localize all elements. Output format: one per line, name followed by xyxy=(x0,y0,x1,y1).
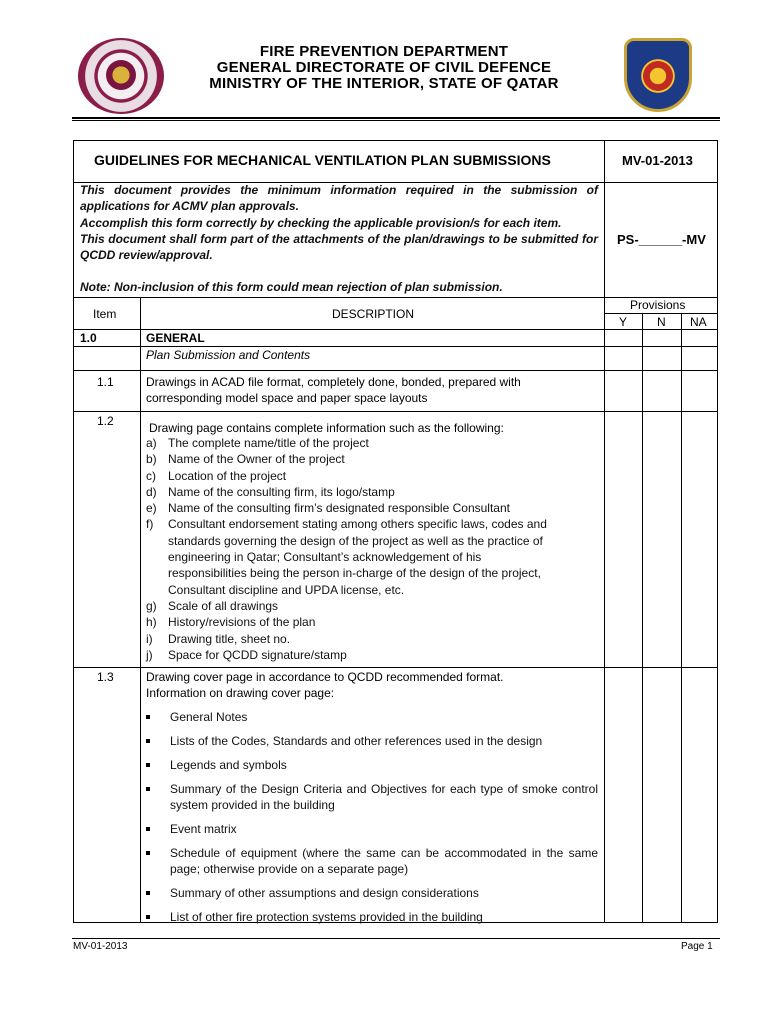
list-item-text: Consultant discipline and UPDA license, etc. xyxy=(168,582,405,597)
department-name: FIRE PREVENTION DEPARTMENT xyxy=(259,43,509,60)
bullet-text: Summary of other assumptions and design considerations xyxy=(170,886,479,900)
list-item-marker: b) xyxy=(146,452,157,467)
section-subtitle: Plan Submission and Contents xyxy=(146,348,311,362)
bullet-icon xyxy=(146,787,150,791)
section-title: GENERAL xyxy=(146,331,205,345)
ministry-name: MINISTRY OF THE INTERIOR, STATE OF QATAR xyxy=(209,75,559,92)
section-number: 1.0 xyxy=(80,331,97,345)
list-item-text: Scale of all drawings xyxy=(168,598,279,613)
item-number: 1.2 xyxy=(97,414,114,428)
list-item-marker: c) xyxy=(146,468,156,483)
list-item xyxy=(146,598,601,614)
bullet-text: Legends and symbols xyxy=(170,758,287,772)
list-item-text: standards governing the design of the project as well as the practice of xyxy=(168,533,543,548)
item-column-header: Item xyxy=(93,307,117,321)
list-item-text: Location of the project xyxy=(168,468,287,483)
bullet-item xyxy=(146,885,598,901)
item-1-1-row-border xyxy=(73,411,718,412)
description-column-header: DESCRIPTION xyxy=(332,307,415,321)
bullet-text: General Notes xyxy=(170,710,248,724)
item-number: 1.3 xyxy=(97,670,114,684)
bullet-icon xyxy=(146,739,150,743)
intro-row-border xyxy=(73,297,718,298)
bullet-text: List of other fire protection systems provided in the building xyxy=(170,910,483,924)
list-item xyxy=(146,484,601,500)
list-item-text: Name of the consulting firm’s designated responsible Consultant xyxy=(168,501,510,516)
instruction-paragraph: This document shall form part of the attachments of the plan/drawings to be submitted for QCDD review/approval. xyxy=(80,231,598,263)
list-item-marker: i) xyxy=(146,631,153,646)
bullet-item xyxy=(146,845,598,877)
item-description-line: corresponding model space and paper space layouts xyxy=(146,391,428,405)
item-description-line: Drawing cover page in accordance to QCDD recommended format. xyxy=(146,670,504,684)
bullet-icon xyxy=(146,891,150,895)
list-item xyxy=(146,468,601,484)
list-item-marker: d) xyxy=(146,484,157,499)
form-title: GUIDELINES FOR MECHANICAL VENTILATION PLAN SUBMISSIONS xyxy=(94,152,551,168)
bullet-text: Summary of the Design Criteria and Objectives for each type of smoke control system provided in the building xyxy=(170,782,598,813)
bullet-icon xyxy=(146,827,150,831)
bullet-item xyxy=(146,709,598,725)
list-item-text: Name of the Owner of the project xyxy=(168,452,345,467)
description-column-divider xyxy=(604,140,605,923)
form-instructions xyxy=(80,182,598,296)
bullet-item xyxy=(146,821,598,837)
rejection-note: Note: Non-inclusion of this form could mean rejection of plan submission. xyxy=(80,280,503,295)
footer-divider xyxy=(72,938,720,939)
y-column-header: Y xyxy=(619,315,628,329)
list-item xyxy=(146,451,601,467)
item-number: 1.1 xyxy=(97,375,114,389)
bullet-item xyxy=(146,757,598,773)
list-item-marker: h) xyxy=(146,615,157,630)
item-description-lead: Drawing page contains complete information such as the following: xyxy=(149,421,504,435)
y-column-divider xyxy=(642,313,643,923)
list-item-marker: e) xyxy=(146,501,157,516)
bullet-item xyxy=(146,781,598,813)
provisions-column-header: Provisions xyxy=(630,298,686,312)
list-item xyxy=(146,647,601,663)
list-item xyxy=(146,500,601,516)
list-item xyxy=(146,516,601,597)
bullet-text: Lists of the Codes, Standards and other references used in the design xyxy=(170,734,543,748)
list-item-text: engineering in Qatar; Consultant’s acknowledgement of his xyxy=(168,550,482,565)
na-column-header: NA xyxy=(690,315,707,329)
item-description-line: Drawings in ACAD file format, completely done, bonded, prepared with xyxy=(146,375,521,389)
list-item-text: Space for QCDD signature/stamp xyxy=(168,647,347,662)
list-item-text: History/revisions of the plan xyxy=(168,615,316,630)
list-item xyxy=(146,631,601,647)
directorate-name: GENERAL DIRECTORATE OF CIVIL DEFENCE xyxy=(216,59,552,76)
list-item-marker: a) xyxy=(146,436,157,450)
list-item-marker: f) xyxy=(146,517,154,532)
list-item-text: responsibilities being the person in-charge of the design of the project, xyxy=(168,566,541,581)
page-number: Page 1 xyxy=(681,941,713,952)
bullet-icon xyxy=(146,915,150,919)
ps-reference-field: PS-______-MV xyxy=(617,232,706,247)
bullet-item xyxy=(146,909,598,925)
list-item xyxy=(146,614,601,630)
list-item-text: The complete name/title of the project xyxy=(168,436,369,450)
bullet-icon xyxy=(146,851,150,855)
list-item-text: Consultant endorsement stating among others specific laws, codes and xyxy=(168,517,547,532)
cover-page-info-list xyxy=(146,709,598,924)
footer-form-code: MV-01-2013 xyxy=(73,941,128,952)
list-item-text: Name of the consulting firm, its logo/stamp xyxy=(168,484,395,499)
bullet-icon xyxy=(146,763,150,767)
form-code: MV-01-2013 xyxy=(622,153,693,168)
n-column-header: N xyxy=(657,315,666,329)
header-divider xyxy=(72,117,720,119)
bullet-item xyxy=(146,733,598,749)
item-description-line: Information on drawing cover page: xyxy=(146,686,335,700)
subheading-row-border xyxy=(73,370,718,371)
list-item-text: Drawing title, sheet no. xyxy=(168,631,291,646)
instruction-paragraph: This document provides the minimum information required in the submission of applications for ACMV plan approvals. xyxy=(80,183,598,214)
bullet-text: Event matrix xyxy=(170,822,237,836)
n-column-divider xyxy=(681,313,682,923)
bullet-text: Schedule of equipment (where the same can be accommodated in the same page; otherwise provide on a separate page) xyxy=(170,846,598,877)
item-column-divider xyxy=(140,297,141,923)
header-divider-thin xyxy=(72,120,720,121)
list-item-marker: j) xyxy=(146,647,153,662)
instruction-paragraph: Accomplish this form correctly by checking the applicable provision/s for each item. xyxy=(80,215,562,230)
list-item-marker: g) xyxy=(146,598,157,613)
drawing-info-list xyxy=(146,435,601,663)
list-item xyxy=(146,435,601,451)
item-1-2-row-border xyxy=(73,667,718,668)
bullet-icon xyxy=(146,715,150,719)
